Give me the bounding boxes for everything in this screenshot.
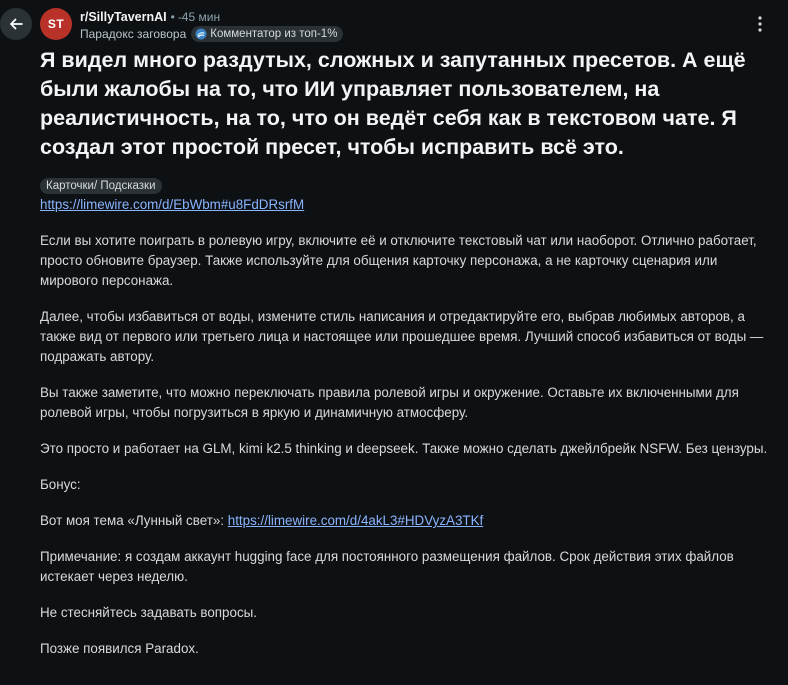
back-button[interactable] <box>0 8 32 40</box>
theme-link[interactable]: https://limewire.com/d/4akL3#HDVyzA3TKf <box>227 513 484 528</box>
author-username[interactable]: Парадокс заговора <box>80 27 187 41</box>
body-paragraph: Не стесняйтесь задавать вопросы. <box>40 605 257 620</box>
subreddit-avatar[interactable]: ST <box>40 8 72 40</box>
author-line <box>80 26 343 42</box>
body-paragraph: Позже появился Paradox. <box>40 641 199 656</box>
body-paragraph: Это просто и работает на GLM, kimi k2.5 thinking и deepseek. Также можно сделать джейлбрейк NSFW. Без цензуры. <box>40 441 768 456</box>
post-flair[interactable]: Карточки/ Подсказки <box>40 178 162 194</box>
post-title: Я видел много раздутых, сложных и запутанных пресетов. А ещё были жалобы на то, что ИИ управляет пользователем, на реалистичность, на то, что он ведёт себя как в текстовом чате. Я создал этот простой пресет, чтобы исправить всё это. <box>40 48 746 159</box>
preset-link[interactable]: https://limewire.com/d/EbWbm#u8FdDRsrfM <box>40 197 305 212</box>
body-paragraph: Бонус: <box>40 477 81 492</box>
top-commenter-label: Комментатор из топ-1% <box>210 28 338 40</box>
more-options-button[interactable] <box>750 14 770 34</box>
more-vertical-icon <box>758 16 762 32</box>
post-time: -45 мин <box>177 10 221 24</box>
post-meta <box>80 8 220 26</box>
top-commenter-icon <box>195 28 207 40</box>
arrow-left-icon <box>8 16 24 32</box>
top-commenter-badge <box>191 26 343 42</box>
subreddit-link[interactable]: r/SillyTavernAI <box>80 10 167 24</box>
body-paragraph: Вы также заметите, что можно переключать правила ролевой игры и окружение. Оставьте их включенными для ролевой игры, чтобы погрузиться в яркую и динамичную атмосферу. <box>40 385 739 420</box>
paragraph-link <box>40 195 775 215</box>
body-paragraph: Примечание: я создам аккаунт hugging face для постоянного размещения файлов. Срок действия этих файлов истекает через неделю. <box>40 549 734 584</box>
meta-separator: • <box>170 10 175 24</box>
body-paragraph: Если вы хотите поиграть в ролевую игру, включите её и отключите текстовый чат или наоборот. Отлично работает, просто обновите браузер. Также используйте для общения карточку персонажа, а не карточку сценария или мирового персонажа. <box>40 233 757 288</box>
theme-paragraph <box>40 511 775 531</box>
body-paragraph: Далее, чтобы избавиться от воды, измените стиль написания и отредактируйте его, выбрав любимых авторов, а также вид от первого или третьего лица и настоящее или прошедшее время. Лучший способ избавиться от воды — подражать автору. <box>40 309 764 364</box>
theme-prefix: Вот моя тема «Лунный свет»: <box>40 513 228 528</box>
post-body <box>40 195 775 675</box>
